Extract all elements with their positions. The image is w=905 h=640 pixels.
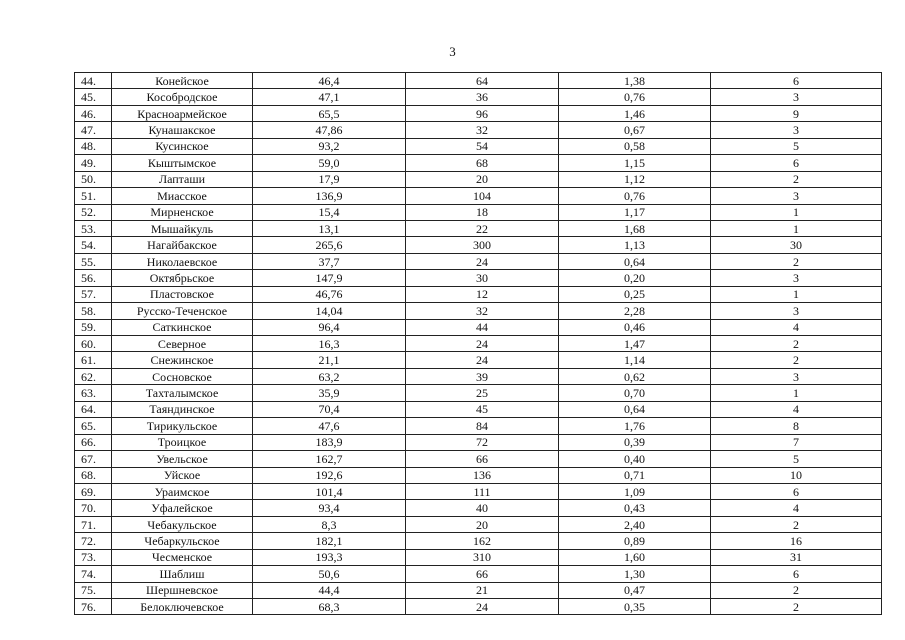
count-value: 25: [406, 385, 559, 401]
count-value: 18: [406, 204, 559, 220]
district-name: Чебаркульское: [112, 533, 253, 549]
district-name: Мышайкуль: [112, 220, 253, 236]
district-name: Русско-Теченское: [112, 303, 253, 319]
quota-value: 9: [711, 105, 882, 121]
ratio-value: 0,40: [559, 451, 711, 467]
count-value: 96: [406, 105, 559, 121]
district-name: Северное: [112, 336, 253, 352]
ratio-value: 0,20: [559, 270, 711, 286]
table-row: [75, 138, 882, 154]
row-number: 68.: [75, 467, 112, 483]
row-number: 55.: [75, 253, 112, 269]
district-name: Саткинское: [112, 319, 253, 335]
district-name: Лапташи: [112, 171, 253, 187]
count-value: 22: [406, 220, 559, 236]
row-number: 57.: [75, 286, 112, 302]
ratio-value: 1,68: [559, 220, 711, 236]
row-number: 74.: [75, 566, 112, 582]
area-value: 15,4: [253, 204, 406, 220]
area-value: 8,3: [253, 516, 406, 532]
quota-value: 16: [711, 533, 882, 549]
area-value: 265,6: [253, 237, 406, 253]
row-number: 53.: [75, 220, 112, 236]
count-value: 68: [406, 155, 559, 171]
row-number: 59.: [75, 319, 112, 335]
table-row: [75, 319, 882, 335]
row-number: 70.: [75, 500, 112, 516]
row-number: 73.: [75, 549, 112, 565]
count-value: 45: [406, 401, 559, 417]
area-value: 68,3: [253, 599, 406, 615]
row-number: 48.: [75, 138, 112, 154]
table-row: [75, 303, 882, 319]
ratio-value: 1,14: [559, 352, 711, 368]
ratio-value: 0,62: [559, 368, 711, 384]
row-number: 58.: [75, 303, 112, 319]
table-row: [75, 368, 882, 384]
area-value: 162,7: [253, 451, 406, 467]
area-value: 47,6: [253, 418, 406, 434]
district-name: Уфалейское: [112, 500, 253, 516]
row-number: 76.: [75, 599, 112, 615]
district-name: Николаевское: [112, 253, 253, 269]
quota-value: 3: [711, 89, 882, 105]
quota-value: 3: [711, 188, 882, 204]
quota-value: 6: [711, 155, 882, 171]
ratio-value: 0,67: [559, 122, 711, 138]
count-value: 36: [406, 89, 559, 105]
table-row: [75, 434, 882, 450]
district-name: Увельское: [112, 451, 253, 467]
quota-value: 7: [711, 434, 882, 450]
count-value: 24: [406, 352, 559, 368]
count-value: 40: [406, 500, 559, 516]
ratio-value: 0,25: [559, 286, 711, 302]
count-value: 30: [406, 270, 559, 286]
table-row: [75, 73, 882, 89]
area-value: 93,4: [253, 500, 406, 516]
row-number: 71.: [75, 516, 112, 532]
row-number: 45.: [75, 89, 112, 105]
area-value: 47,86: [253, 122, 406, 138]
count-value: 24: [406, 336, 559, 352]
ratio-value: 1,46: [559, 105, 711, 121]
table-row: [75, 155, 882, 171]
area-value: 14,04: [253, 303, 406, 319]
count-value: 44: [406, 319, 559, 335]
count-value: 64: [406, 73, 559, 89]
district-name: Снежинское: [112, 352, 253, 368]
quota-value: 8: [711, 418, 882, 434]
quota-value: 2: [711, 336, 882, 352]
area-value: 47,1: [253, 89, 406, 105]
quota-value: 2: [711, 171, 882, 187]
area-value: 46,4: [253, 73, 406, 89]
district-name: Чебакульское: [112, 516, 253, 532]
table-row: [75, 286, 882, 302]
count-value: 111: [406, 483, 559, 499]
table-row: [75, 385, 882, 401]
ratio-value: 0,71: [559, 467, 711, 483]
count-value: 72: [406, 434, 559, 450]
quota-value: 4: [711, 401, 882, 417]
ratio-value: 0,46: [559, 319, 711, 335]
row-number: 72.: [75, 533, 112, 549]
row-number: 50.: [75, 171, 112, 187]
count-value: 32: [406, 303, 559, 319]
count-value: 104: [406, 188, 559, 204]
table-body: [75, 73, 882, 615]
count-value: 300: [406, 237, 559, 253]
table-row: [75, 105, 882, 121]
quota-value: 3: [711, 368, 882, 384]
quota-value: 2: [711, 352, 882, 368]
district-name: Тахталымское: [112, 385, 253, 401]
count-value: 24: [406, 253, 559, 269]
table-row: [75, 516, 882, 532]
district-name: Кунашакское: [112, 122, 253, 138]
table-row: [75, 418, 882, 434]
table-row: [75, 500, 882, 516]
row-number: 62.: [75, 368, 112, 384]
area-value: 37,7: [253, 253, 406, 269]
quota-value: 1: [711, 204, 882, 220]
area-value: 70,4: [253, 401, 406, 417]
district-name: Пластовское: [112, 286, 253, 302]
area-value: 93,2: [253, 138, 406, 154]
ratio-value: 1,15: [559, 155, 711, 171]
quota-value: 2: [711, 582, 882, 598]
district-name: Белоключевское: [112, 599, 253, 615]
table-row: [75, 89, 882, 105]
area-value: 96,4: [253, 319, 406, 335]
district-name: Уйское: [112, 467, 253, 483]
quota-value: 1: [711, 385, 882, 401]
ratio-value: 0,76: [559, 188, 711, 204]
count-value: 136: [406, 467, 559, 483]
table-row: [75, 566, 882, 582]
ratio-value: 2,40: [559, 516, 711, 532]
ratio-value: 0,58: [559, 138, 711, 154]
row-number: 47.: [75, 122, 112, 138]
district-name: Красноармейское: [112, 105, 253, 121]
table-row: [75, 270, 882, 286]
ratio-value: 1,47: [559, 336, 711, 352]
row-number: 66.: [75, 434, 112, 450]
ratio-value: 0,64: [559, 401, 711, 417]
row-number: 49.: [75, 155, 112, 171]
district-name: Кусинское: [112, 138, 253, 154]
row-number: 60.: [75, 336, 112, 352]
district-name: Таяндинское: [112, 401, 253, 417]
district-name: Мирненское: [112, 204, 253, 220]
quota-value: 2: [711, 253, 882, 269]
row-number: 61.: [75, 352, 112, 368]
count-value: 66: [406, 566, 559, 582]
ratio-value: 1,13: [559, 237, 711, 253]
area-value: 182,1: [253, 533, 406, 549]
ratio-value: 0,39: [559, 434, 711, 450]
area-value: 50,6: [253, 566, 406, 582]
ratio-value: 0,70: [559, 385, 711, 401]
row-number: 69.: [75, 483, 112, 499]
table-row: [75, 451, 882, 467]
count-value: 24: [406, 599, 559, 615]
quota-value: 6: [711, 73, 882, 89]
count-value: 54: [406, 138, 559, 154]
count-value: 66: [406, 451, 559, 467]
table-row: [75, 467, 882, 483]
count-value: 84: [406, 418, 559, 434]
quota-value: 6: [711, 483, 882, 499]
count-value: 20: [406, 171, 559, 187]
table-row: [75, 204, 882, 220]
district-name: Нагайбакское: [112, 237, 253, 253]
ratio-value: 1,38: [559, 73, 711, 89]
row-number: 63.: [75, 385, 112, 401]
row-number: 46.: [75, 105, 112, 121]
table-row: [75, 533, 882, 549]
quota-value: 4: [711, 500, 882, 516]
count-value: 20: [406, 516, 559, 532]
quota-value: 2: [711, 516, 882, 532]
area-value: 136,9: [253, 188, 406, 204]
ratio-value: 1,17: [559, 204, 711, 220]
district-name: Тирикульское: [112, 418, 253, 434]
table-row: [75, 582, 882, 598]
district-name: Сосновское: [112, 368, 253, 384]
row-number: 64.: [75, 401, 112, 417]
area-value: 63,2: [253, 368, 406, 384]
area-value: 44,4: [253, 582, 406, 598]
ratio-value: 1,30: [559, 566, 711, 582]
area-value: 21,1: [253, 352, 406, 368]
district-name: Миасское: [112, 188, 253, 204]
count-value: 162: [406, 533, 559, 549]
quota-value: 3: [711, 303, 882, 319]
page-number: 3: [449, 44, 456, 59]
count-value: 12: [406, 286, 559, 302]
data-table: [74, 72, 882, 615]
table-row: [75, 237, 882, 253]
ratio-value: 0,89: [559, 533, 711, 549]
district-name: Ураимское: [112, 483, 253, 499]
district-name: Чесменское: [112, 549, 253, 565]
district-name: Шершневское: [112, 582, 253, 598]
area-value: 16,3: [253, 336, 406, 352]
ratio-value: 1,60: [559, 549, 711, 565]
area-value: 192,6: [253, 467, 406, 483]
area-value: 183,9: [253, 434, 406, 450]
district-name: Кособродское: [112, 89, 253, 105]
table-row: [75, 352, 882, 368]
area-value: 13,1: [253, 220, 406, 236]
row-number: 51.: [75, 188, 112, 204]
table-row: [75, 483, 882, 499]
row-number: 65.: [75, 418, 112, 434]
district-name: Октябрьское: [112, 270, 253, 286]
row-number: 54.: [75, 237, 112, 253]
table-row: [75, 188, 882, 204]
table-row: [75, 253, 882, 269]
ratio-value: 2,28: [559, 303, 711, 319]
row-number: 52.: [75, 204, 112, 220]
quota-value: 5: [711, 138, 882, 154]
ratio-value: 0,35: [559, 599, 711, 615]
ratio-value: 1,76: [559, 418, 711, 434]
quota-value: 3: [711, 122, 882, 138]
table-row: [75, 336, 882, 352]
quota-value: 6: [711, 566, 882, 582]
area-value: 59,0: [253, 155, 406, 171]
quota-value: 10: [711, 467, 882, 483]
district-name: Конейское: [112, 73, 253, 89]
table-row: [75, 549, 882, 565]
ratio-value: 0,76: [559, 89, 711, 105]
area-value: 65,5: [253, 105, 406, 121]
table-row: [75, 401, 882, 417]
table-row: [75, 220, 882, 236]
quota-value: 5: [711, 451, 882, 467]
district-name: Шаблиш: [112, 566, 253, 582]
area-value: 35,9: [253, 385, 406, 401]
ratio-value: 0,64: [559, 253, 711, 269]
table-row: [75, 171, 882, 187]
quota-value: 1: [711, 286, 882, 302]
quota-value: 1: [711, 220, 882, 236]
area-value: 147,9: [253, 270, 406, 286]
district-name: Кыштымское: [112, 155, 253, 171]
table-row: [75, 122, 882, 138]
row-number: 56.: [75, 270, 112, 286]
count-value: 21: [406, 582, 559, 598]
row-number: 75.: [75, 582, 112, 598]
quota-value: 2: [711, 599, 882, 615]
area-value: 46,76: [253, 286, 406, 302]
ratio-value: 0,47: [559, 582, 711, 598]
area-value: 193,3: [253, 549, 406, 565]
count-value: 32: [406, 122, 559, 138]
row-number: 67.: [75, 451, 112, 467]
count-value: 310: [406, 549, 559, 565]
district-name: Троицкое: [112, 434, 253, 450]
quota-value: 31: [711, 549, 882, 565]
table-row: [75, 599, 882, 615]
count-value: 39: [406, 368, 559, 384]
row-number: 44.: [75, 73, 112, 89]
ratio-value: 1,12: [559, 171, 711, 187]
quota-value: 3: [711, 270, 882, 286]
ratio-value: 0,43: [559, 500, 711, 516]
area-value: 17,9: [253, 171, 406, 187]
quota-value: 30: [711, 237, 882, 253]
area-value: 101,4: [253, 483, 406, 499]
quota-value: 4: [711, 319, 882, 335]
ratio-value: 1,09: [559, 483, 711, 499]
